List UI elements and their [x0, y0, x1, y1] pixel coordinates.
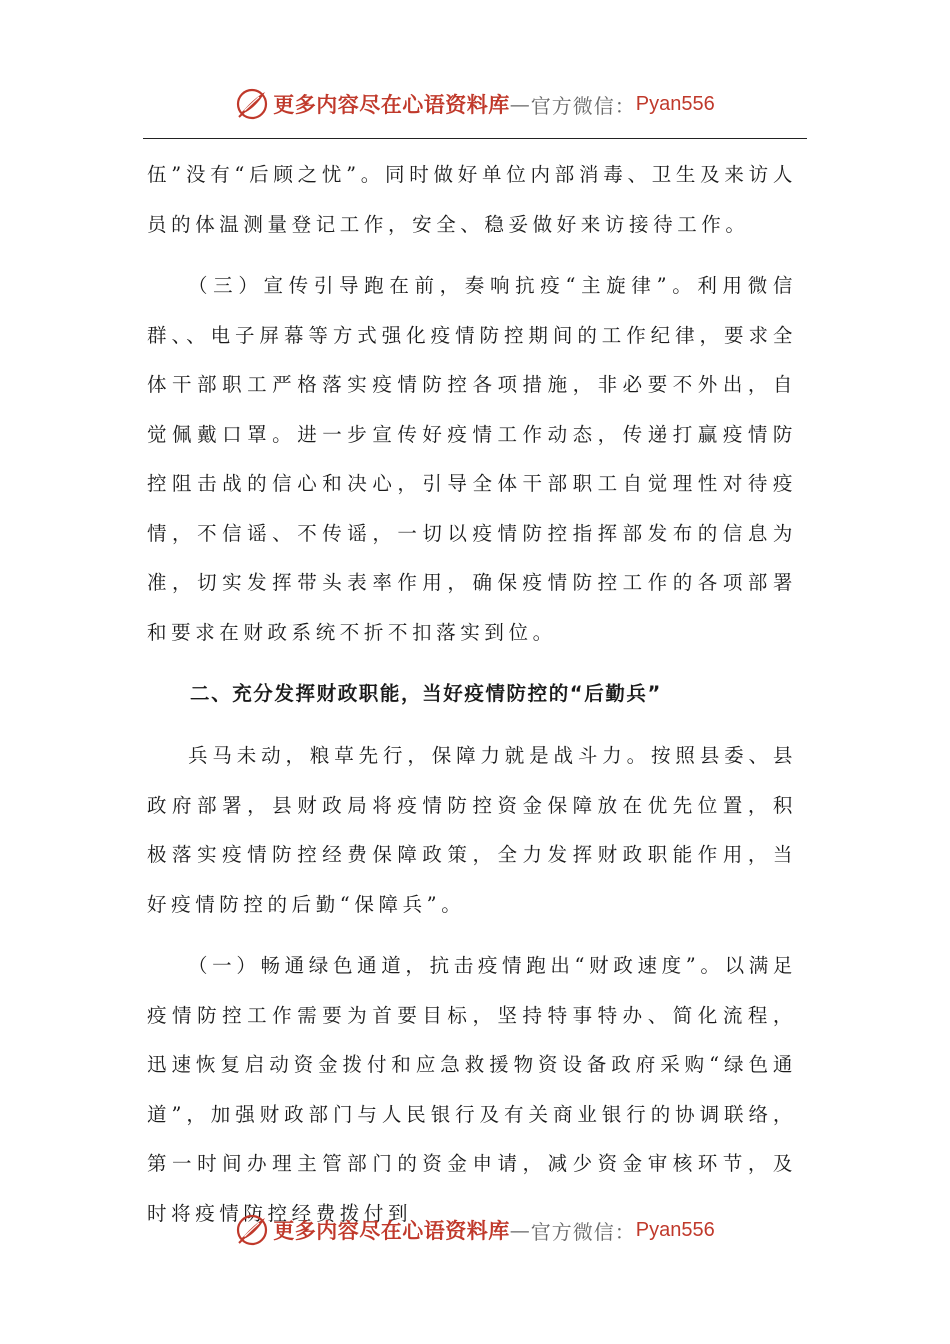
header-banner — [0, 84, 950, 124]
brand-name: 更多内容尽在心语资料库 — [273, 92, 510, 117]
wechat-id: Pyan556 — [635, 1218, 715, 1241]
spacer — [147, 657, 797, 669]
wechat-label: 官方微信： — [530, 1219, 636, 1244]
brand-separator: — — [509, 1218, 531, 1242]
brand-separator: — — [509, 92, 531, 116]
paragraph-section-3: （三）宣传引导跑在前，奏响抗疫“主旋律”。利用微信群、、电子屏幕等方式强化疫情防控期间的工作纪律，要求全体干部职工严格落实疫情防控各项措施，非必要不外出，自觉佩戴口罩。进一步宣传好疫情工作动态，传递打赢疫情防控阻击战的信心和决心，引导全体干部职工自觉理性对待疫情，不信谣、不传谣，一切以疫情防控指挥部发布的信息为准，切实发挥带头表率作用，确保疫情防控工作的各项部署和要求在财政系统不折不扣落实到位。 — [147, 274, 797, 644]
spacer — [147, 929, 797, 941]
header-divider — [143, 138, 807, 139]
wechat-label: 官方微信： — [530, 93, 636, 118]
spacer — [147, 719, 797, 731]
paragraph-intro: 兵马未动，粮草先行，保障力就是战斗力。按照县委、县政府部署，县财政局将疫情防控资金保障放在优先位置，积极落实疫情防控经费保障政策，全力发挥财政职能作用，当好疫情防控的后勤“保障兵”。 — [147, 744, 797, 916]
wechat-id: Pyan556 — [635, 92, 715, 115]
section-heading-2: 二、充分发挥财政职能，当好疫情防控的“后勤兵” — [190, 682, 662, 705]
quill-pen-logo-icon — [235, 87, 269, 121]
quill-pen-logo-icon — [235, 1213, 269, 1247]
brand-name: 更多内容尽在心语资料库 — [273, 1218, 510, 1243]
footer-banner — [0, 1210, 950, 1250]
paragraph-continuation: 伍”没有“后顾之忧”。同时做好单位内部消毒、卫生及来访人员的体温测量登记工作，安全、稳妥做好来访接待工作。 — [147, 163, 797, 236]
paragraph-subsection-1: （一）畅通绿色通道，抗击疫情跑出“财政速度”。以满足疫情防控工作需要为首要目标，坚持特事特办、简化流程，迅速恢复启动资金拨付和应急救援物资设备政府采购“绿色通道”，加强财政部门与人民银行及有关商业银行的协调联络，第一时间办理主管部门的资金申请，减少资金审核环节，及时将疫情防控经费拨付到 — [147, 954, 797, 1225]
document-body — [147, 150, 797, 1238]
spacer — [147, 249, 797, 261]
